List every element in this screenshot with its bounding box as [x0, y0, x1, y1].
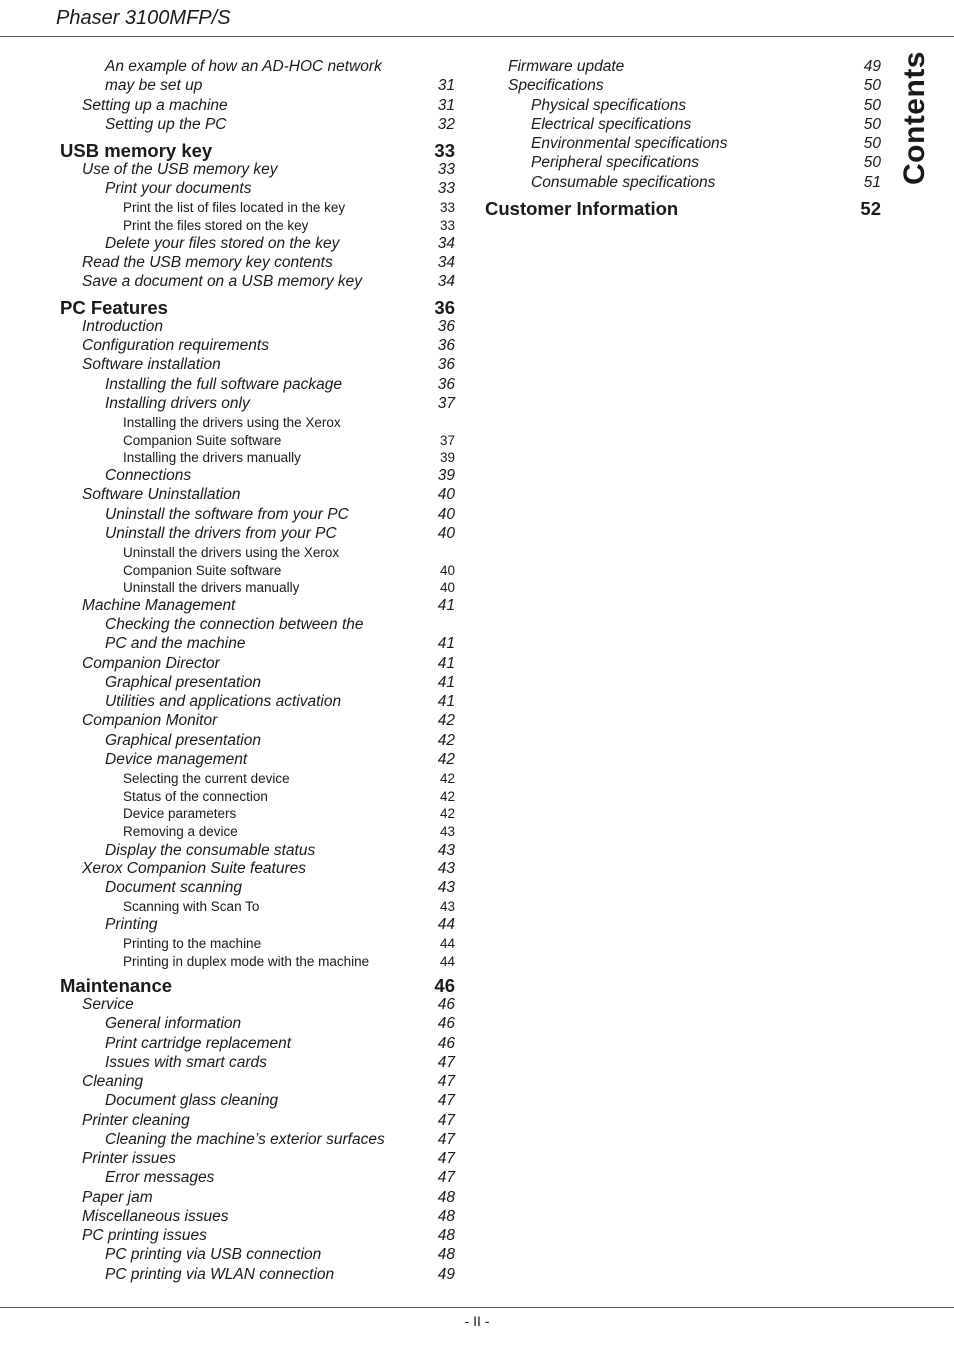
- toc-entry-page: 31: [437, 97, 455, 114]
- toc-entry-title: Cleaning the machine’s exterior surfaces: [105, 1131, 385, 1148]
- toc-entry-page: 33: [437, 180, 455, 197]
- toc-entry-title: Paper jam: [82, 1189, 153, 1206]
- toc-entry-title: Display the consumable status: [105, 842, 316, 859]
- toc-entry-page: 39: [437, 467, 455, 484]
- toc-entry-title: Companion Monitor: [82, 712, 218, 729]
- toc-entry-page: 36: [434, 297, 455, 318]
- toc-entry-title: Software Uninstallation: [82, 486, 241, 503]
- toc-entry-title: Printing in duplex mode with the machine: [123, 954, 370, 969]
- toc-entry-title: General information: [105, 1015, 242, 1032]
- toc-entry-page: 47: [437, 1131, 455, 1148]
- toc-entry-page: 33: [434, 140, 455, 161]
- toc-entry-page: 52: [860, 198, 881, 219]
- toc-entry-page: 37: [437, 395, 455, 412]
- toc-entry-page: 36: [437, 356, 455, 373]
- toc-entry-title: Consumable specifications: [531, 174, 716, 191]
- toc-entry-title: Uninstall the drivers manually: [123, 580, 300, 595]
- footer-rule: [0, 1307, 954, 1308]
- toc-entry-page: 40: [439, 563, 455, 578]
- toc-entry-title: Installing the drivers manually: [123, 450, 301, 465]
- toc-entry-page: 32: [437, 116, 455, 133]
- toc-entry-page: 40: [437, 506, 455, 523]
- toc-entry-page: 42: [437, 712, 455, 729]
- toc-entry-title: Installing the full software package: [105, 376, 342, 393]
- toc-entry-page: 41: [437, 674, 455, 691]
- toc-entry-page: 36: [437, 376, 455, 393]
- toc-entry-title: Software installation: [82, 356, 221, 373]
- toc-entry-title: Installing drivers only: [105, 395, 250, 412]
- toc-entry-title: Miscellaneous issues: [82, 1208, 229, 1225]
- toc-entry-title: Issues with smart cards: [105, 1054, 267, 1071]
- toc-entry-page: 46: [437, 996, 455, 1013]
- toc-entry-title: Use of the USB memory key: [82, 161, 278, 178]
- toc-entry-title: Maintenance: [60, 975, 173, 996]
- toc-entry-title: Peripheral specifications: [531, 154, 700, 171]
- toc-entry-title: USB memory key: [60, 140, 213, 161]
- toc-entry-title: Device management: [105, 751, 248, 768]
- toc-entry-page: 42: [437, 732, 455, 749]
- toc-entry-page: 50: [863, 116, 881, 133]
- toc-entry-page: 43: [437, 860, 455, 877]
- toc-entry-title: Checking the connection between the: [105, 616, 364, 633]
- toc-entry-page: 42: [439, 771, 455, 786]
- toc-entry-title: Print cartridge replacement: [105, 1035, 292, 1052]
- toc-entry-title: Delete your files stored on the key: [105, 235, 340, 252]
- toc-entry-title: Environmental specifications: [531, 135, 728, 152]
- toc-entry-title: Print the files stored on the key: [123, 218, 309, 233]
- toc-entry-page: 50: [863, 154, 881, 171]
- toc-entry-title: Uninstall the drivers from your PC: [105, 525, 337, 542]
- toc-entry-title: Physical specifications: [531, 97, 687, 114]
- toc-entry-title: Connections: [105, 467, 192, 484]
- toc-entry-page: 36: [437, 337, 455, 354]
- toc-entry-title: Selecting the current device: [123, 771, 290, 786]
- toc-entry-page: 47: [437, 1073, 455, 1090]
- toc-entry-page: 49: [863, 58, 881, 75]
- toc-entry-page: 33: [439, 200, 455, 215]
- toc-entry-title: Machine Management: [82, 597, 236, 614]
- toc-entry-page: 34: [437, 273, 455, 290]
- toc-entry-page: 42: [439, 806, 455, 821]
- toc-entry-title: Scanning with Scan To: [123, 899, 260, 914]
- toc-entry-page: 43: [437, 879, 455, 896]
- toc-entry-page: 48: [437, 1246, 455, 1263]
- toc-entry-page: 50: [863, 135, 881, 152]
- toc-entry-title: Removing a device: [123, 824, 238, 839]
- toc-entry-page: 50: [863, 97, 881, 114]
- toc-entry-page: 47: [437, 1112, 455, 1129]
- toc-entry-title: Setting up a machine: [82, 97, 228, 114]
- toc-entry-title: Read the USB memory key contents: [82, 254, 333, 271]
- toc-entry-title: Printing: [105, 916, 158, 933]
- toc-entry-title: Status of the connection: [123, 789, 268, 804]
- header-rule: [0, 36, 954, 37]
- toc-entry-title: Electrical specifications: [531, 116, 692, 133]
- toc-entry-title: Firmware update: [508, 58, 625, 75]
- toc-entry-page: 47: [437, 1054, 455, 1071]
- toc-entry-title: Graphical presentation: [105, 674, 261, 691]
- toc-entry-page: 47: [437, 1150, 455, 1167]
- toc-entry-page: 41: [437, 597, 455, 614]
- toc-entry-title: Printer cleaning: [82, 1112, 190, 1129]
- toc-entry-page: 39: [439, 450, 455, 465]
- toc-entry-title: Introduction: [82, 318, 163, 335]
- toc-entry-page: 34: [437, 235, 455, 252]
- toc-entry-title: Uninstall the software from your PC: [105, 506, 349, 523]
- toc-entry-page: 50: [863, 77, 881, 94]
- toc-entry-page: 41: [437, 693, 455, 710]
- toc-entry-page: 31: [437, 77, 455, 94]
- toc-entry-page: 44: [439, 936, 455, 951]
- toc-entry-page: 40: [439, 580, 455, 595]
- page-number: - II -: [464, 1313, 490, 1329]
- toc-entry-page: 41: [437, 635, 455, 652]
- toc-entry-title: Print the list of files located in the key: [123, 200, 346, 215]
- toc-entry-page: 46: [437, 1015, 455, 1032]
- toc-entry-title: Save a document on a USB memory key: [82, 273, 362, 290]
- toc-entry-title: Companion Suite software: [123, 563, 282, 578]
- toc-entry-title: Installing the drivers using the Xerox: [123, 415, 341, 430]
- toc-entry-title: PC printing via WLAN connection: [105, 1266, 335, 1283]
- toc-entry-title: Error messages: [105, 1169, 215, 1186]
- toc-entry-page: 40: [437, 525, 455, 542]
- toc-entry-page: 43: [439, 824, 455, 839]
- toc-entry-title: Utilities and applications activation: [105, 693, 342, 710]
- toc-entry-page: 42: [437, 751, 455, 768]
- toc-entry-page: 34: [437, 254, 455, 271]
- toc-entry-title: Companion Director: [82, 655, 220, 672]
- toc-entry-title: Cleaning: [82, 1073, 144, 1090]
- toc-entry-page: 47: [437, 1092, 455, 1109]
- toc-entry-page: 42: [439, 789, 455, 804]
- toc-entry-title: Customer Information: [485, 198, 679, 219]
- toc-entry-page: 48: [437, 1189, 455, 1206]
- toc-entry-title: Document scanning: [105, 879, 242, 896]
- toc-entry-page: 51: [863, 174, 881, 191]
- toc-entry-page: 36: [437, 318, 455, 335]
- toc-entry-title: An example of how an AD-HOC network: [105, 58, 382, 75]
- toc-entry-title: PC and the machine: [105, 635, 246, 652]
- toc-entry-title: Printing to the machine: [123, 936, 262, 951]
- toc-entry-page: 49: [437, 1266, 455, 1283]
- toc-entry-page: 46: [434, 975, 455, 996]
- document-title: Phaser 3100MFP/S: [56, 7, 231, 29]
- toc-entry-title: Service: [82, 996, 134, 1013]
- toc-entry-title: PC printing issues: [82, 1227, 207, 1244]
- section-side-label: Contents: [898, 51, 931, 185]
- toc-entry-title: Printer issues: [82, 1150, 176, 1167]
- toc-entry-page: 48: [437, 1208, 455, 1225]
- toc-entry-title: may be set up: [105, 77, 203, 94]
- toc-entry-page: 37: [439, 433, 455, 448]
- toc-entry-title: PC Features: [60, 297, 168, 318]
- toc-entry-page: 47: [437, 1169, 455, 1186]
- toc-entry-title: Specifications: [508, 77, 604, 94]
- toc-entry-title: Uninstall the drivers using the Xerox: [123, 545, 340, 560]
- toc-entry-title: Configuration requirements: [82, 337, 269, 354]
- toc-entry-page: 40: [437, 486, 455, 503]
- toc-entry-page: 44: [439, 954, 455, 969]
- toc-entry-title: Print your documents: [105, 180, 252, 197]
- toc-entry-page: 43: [439, 899, 455, 914]
- toc-entry-title: PC printing via USB connection: [105, 1246, 322, 1263]
- toc-entry-title: Xerox Companion Suite features: [82, 860, 307, 877]
- toc-entry-title: Companion Suite software: [123, 433, 282, 448]
- toc-entry-page: 44: [437, 916, 455, 933]
- toc-entry-title: Device parameters: [123, 806, 237, 821]
- toc-entry-page: 41: [437, 655, 455, 672]
- toc-entry-page: 46: [437, 1035, 455, 1052]
- toc-entry-title: Setting up the PC: [105, 116, 227, 133]
- toc-entry-title: Document glass cleaning: [105, 1092, 279, 1109]
- toc-entry-page: 33: [439, 218, 455, 233]
- toc-entry-page: 33: [437, 161, 455, 178]
- toc-entry-page: 43: [437, 842, 455, 859]
- toc-entry-title: Graphical presentation: [105, 732, 261, 749]
- toc-entry-page: 48: [437, 1227, 455, 1244]
